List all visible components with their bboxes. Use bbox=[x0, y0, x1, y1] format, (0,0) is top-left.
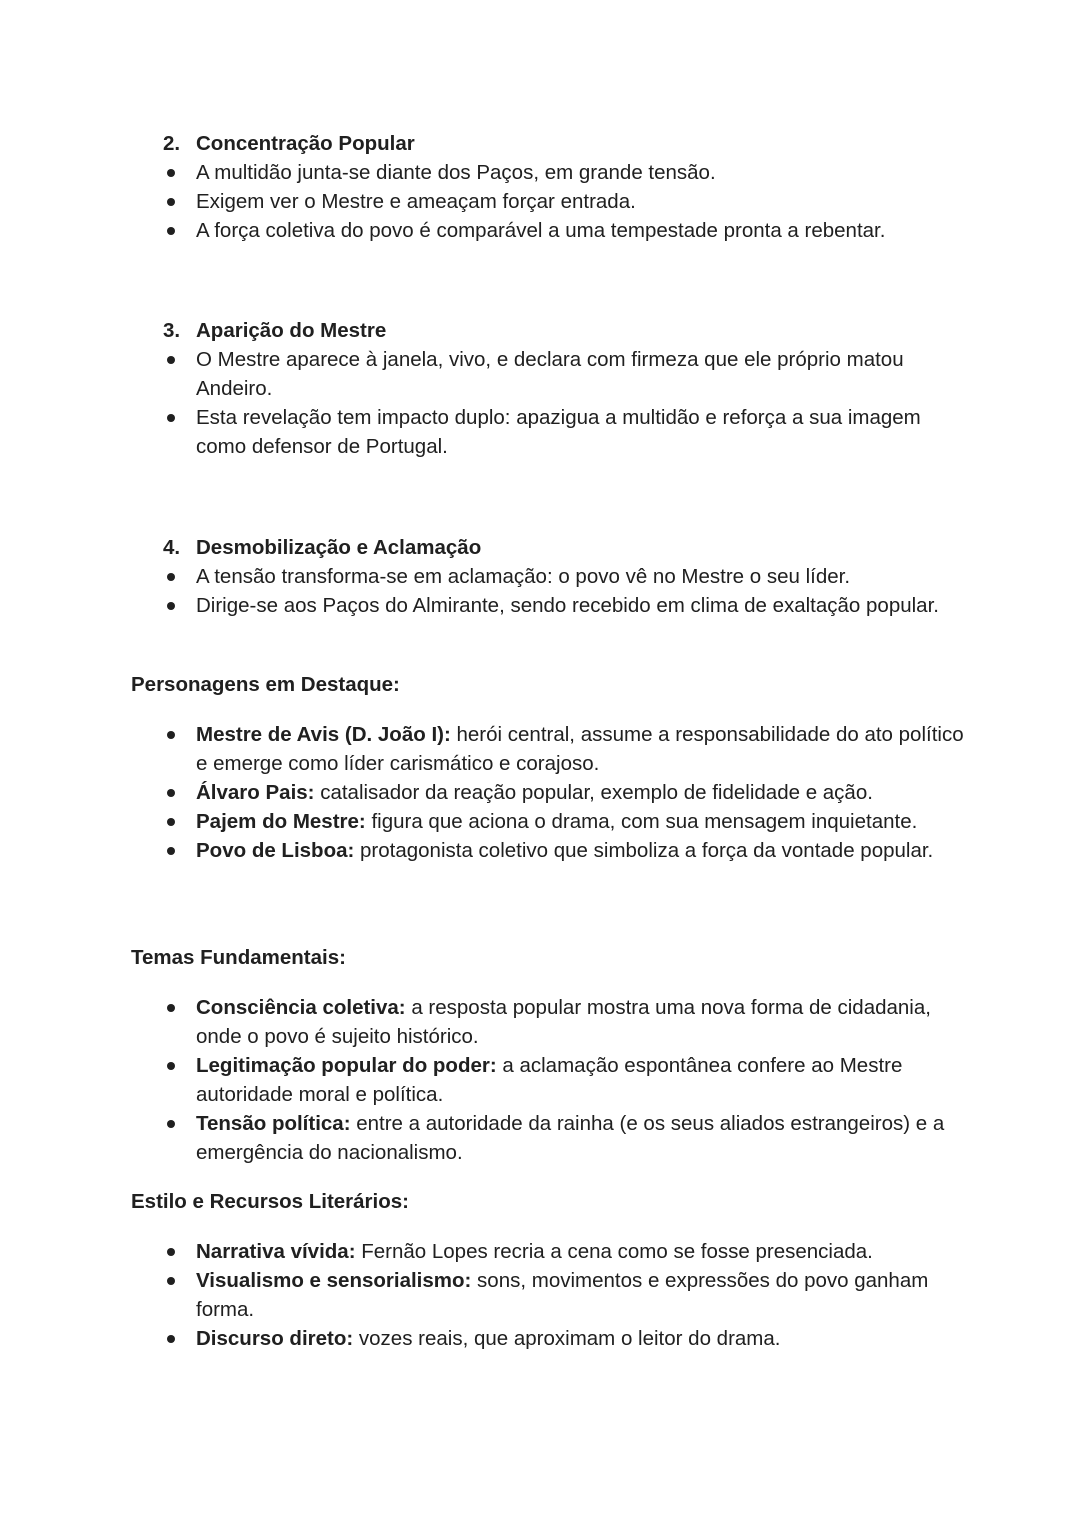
personagens-section bbox=[0, 670, 1080, 699]
list-item: O Mestre aparece à janela, vivo, e declara com firmeza que ele próprio matou Andeiro. bbox=[0, 345, 1080, 403]
term: Tensão política: bbox=[196, 1112, 351, 1135]
bullet-icon bbox=[167, 1277, 175, 1285]
bullet-list bbox=[0, 993, 1080, 1167]
list-item: Dirige-se aos Paços do Almirante, sendo recebido em clima de exaltação popular. bbox=[0, 591, 1080, 620]
term: Narrativa vívida: bbox=[196, 1240, 356, 1263]
bullet-icon bbox=[167, 169, 175, 177]
bullet-icon bbox=[167, 573, 175, 581]
bullet-icon bbox=[167, 1335, 175, 1343]
section-heading: Personagens em Destaque: bbox=[131, 673, 400, 696]
bullet-icon bbox=[167, 1062, 175, 1070]
bullet-icon bbox=[167, 789, 175, 797]
section-heading: Estilo e Recursos Literários: bbox=[131, 1190, 409, 1213]
bullet-list bbox=[0, 345, 1080, 461]
term: Visualismo e sensorialismo: bbox=[196, 1269, 472, 1292]
list-item: Legitimação popular do poder: a aclamação espontânea confere ao Mestre autoridade moral e política. bbox=[0, 1051, 1080, 1109]
list-item: Esta revelação tem impacto duplo: apazigua a multidão e reforça a sua imagem como defensor de Portugal. bbox=[0, 403, 1080, 461]
list-item: Tensão política: entre a autoridade da rainha (e os seus aliados estrangeiros) e a emergência do nacionalismo. bbox=[0, 1109, 1080, 1167]
estilo-list-block bbox=[0, 1237, 1080, 1353]
term: Discurso direto: bbox=[196, 1327, 354, 1350]
bullet-list bbox=[0, 1237, 1080, 1353]
bullet-icon bbox=[167, 356, 175, 364]
list-item: Consciência coletiva: a resposta popular mostra uma nova forma de cidadania, onde o povo é sujeito histórico. bbox=[0, 993, 1080, 1051]
personagens-list-block bbox=[0, 720, 1080, 865]
section-title: Aparição do Mestre bbox=[196, 319, 387, 342]
term: Pajem do Mestre: bbox=[196, 810, 366, 833]
list-item: A multidão junta-se diante dos Paços, em grande tensão. bbox=[0, 158, 1080, 187]
term: Consciência coletiva: bbox=[196, 996, 406, 1019]
list-item: Narrativa vívida: Fernão Lopes recria a cena como se fosse presenciada. bbox=[0, 1237, 1080, 1266]
bullet-icon bbox=[167, 602, 175, 610]
bullet-icon bbox=[167, 1120, 175, 1128]
bullet-list bbox=[0, 158, 1080, 245]
list-item: Visualismo e sensorialismo: sons, movimentos e expressões do povo ganham forma. bbox=[0, 1266, 1080, 1324]
section-number: 4. bbox=[163, 536, 181, 559]
temas-section bbox=[0, 943, 1080, 972]
estilo-section bbox=[0, 1187, 1080, 1216]
section-heading: Temas Fundamentais: bbox=[131, 946, 346, 969]
bullet-list bbox=[0, 720, 1080, 865]
list-item: Álvaro Pais: catalisador da reação popular, exemplo de fidelidade e ação. bbox=[0, 778, 1080, 807]
section-heading bbox=[163, 129, 1080, 158]
bullet-icon bbox=[167, 227, 175, 235]
term: Mestre de Avis (D. João I): bbox=[196, 723, 451, 746]
bullet-icon bbox=[167, 818, 175, 826]
section-title: Desmobilização e Aclamação bbox=[196, 536, 482, 559]
bullet-icon bbox=[167, 198, 175, 206]
bullet-icon bbox=[167, 731, 175, 739]
bullet-list bbox=[0, 562, 1080, 620]
bullet-icon bbox=[167, 1248, 175, 1256]
section-number: 2. bbox=[163, 132, 181, 155]
term: Álvaro Pais: bbox=[196, 781, 315, 804]
bullet-icon bbox=[167, 847, 175, 855]
section-aparicao bbox=[0, 316, 1080, 461]
list-item: Exigem ver o Mestre e ameaçam forçar entrada. bbox=[0, 187, 1080, 216]
section-number: 3. bbox=[163, 319, 181, 342]
bullet-icon bbox=[167, 1004, 175, 1012]
list-item: Pajem do Mestre: figura que aciona o drama, com sua mensagem inquietante. bbox=[0, 807, 1080, 836]
bullet-icon bbox=[167, 414, 175, 422]
list-item: Povo de Lisboa: protagonista coletivo que simboliza a força da vontade popular. bbox=[0, 836, 1080, 865]
list-item: A força coletiva do povo é comparável a uma tempestade pronta a rebentar. bbox=[0, 216, 1080, 245]
section-heading bbox=[163, 533, 1080, 562]
temas-list-block bbox=[0, 993, 1080, 1167]
list-item: Discurso direto: vozes reais, que aproximam o leitor do drama. bbox=[0, 1324, 1080, 1353]
term: Legitimação popular do poder: bbox=[196, 1054, 497, 1077]
list-item: Mestre de Avis (D. João I): herói central, assume a responsabilidade do ato político e emerge como líder carismático e corajoso. bbox=[0, 720, 1080, 778]
section-heading bbox=[163, 316, 1080, 345]
section-concentracao bbox=[0, 129, 1080, 245]
list-item: A tensão transforma-se em aclamação: o povo vê no Mestre o seu líder. bbox=[0, 562, 1080, 591]
term: Povo de Lisboa: bbox=[196, 839, 355, 862]
section-desmobilizacao bbox=[0, 533, 1080, 620]
section-title: Concentração Popular bbox=[196, 132, 415, 155]
